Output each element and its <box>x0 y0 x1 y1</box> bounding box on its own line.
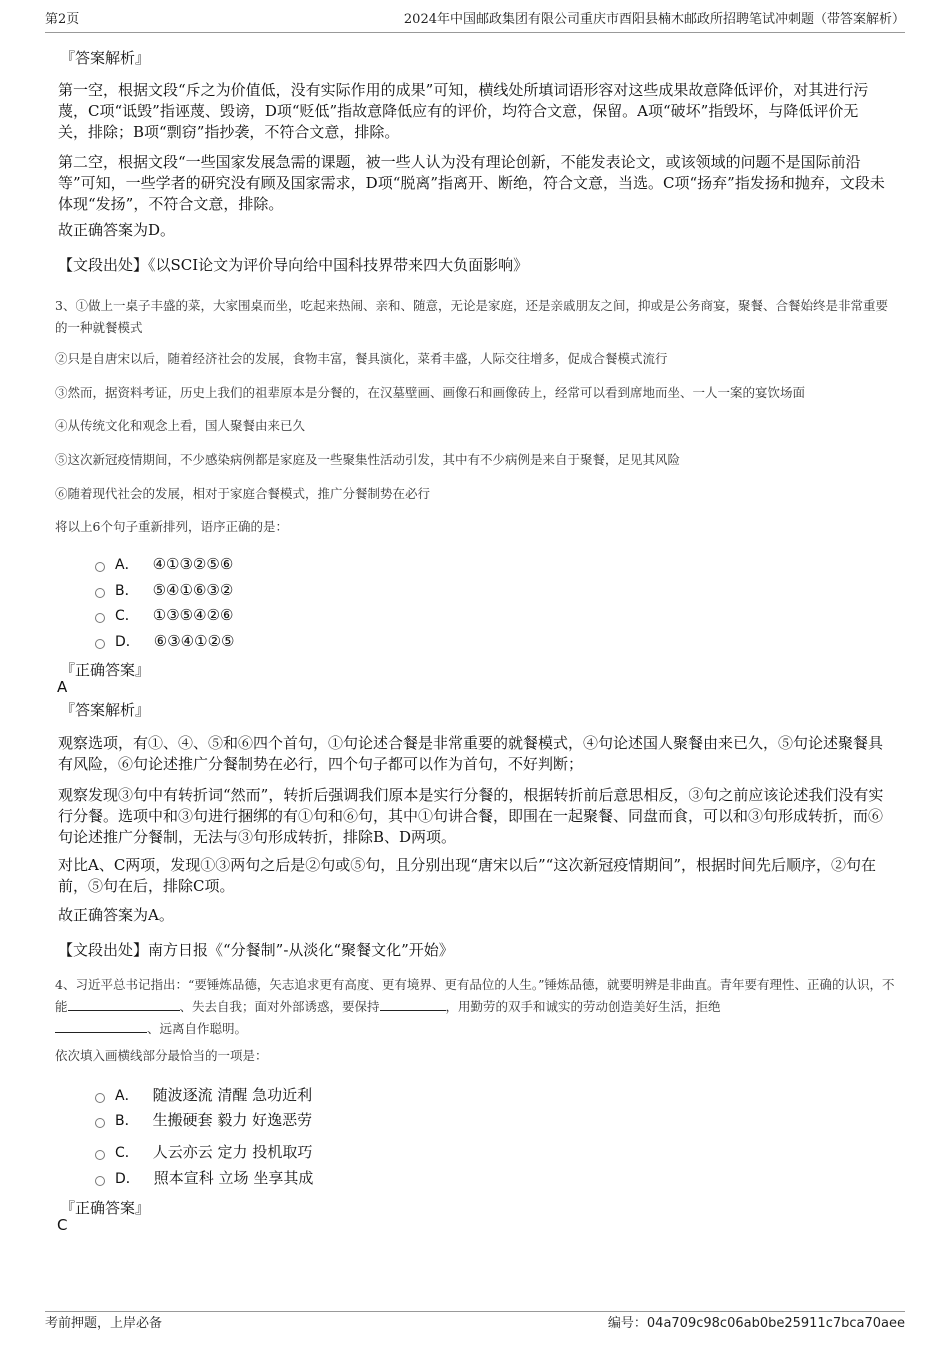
page-header <box>45 12 905 33</box>
conclusion: 故正确答案为A。 <box>58 906 174 924</box>
correct-answer: C <box>57 1216 68 1234</box>
page-footer <box>45 1311 905 1336</box>
analysis-paragraph: 第二空，根据文段“一些国家发展急需的课题，被一些人认为没有理论创新，不能发表论文，或该领域的问题不是国际前沿等”可知，一些学者的研究没有顾及国家需求，D项“脱离”指离开、断绝，符合文意，当选。C项“扬弃”指发扬和抛弃，文段未体现“发扬”，不符合文意，排除。 <box>58 153 885 213</box>
radio-icon[interactable] <box>95 1118 105 1128</box>
question-4-stem: 4、习近平总书记指出：“要锤炼品德，矢志追求更有高度、更有境界、更有品位的人生。”锤炼品德，就要明辨是非曲直。青年要有理性、正确的认识，不能 、失去自我；面对外部诱惑，要保持 ，用勤劳的双手和诚实的劳动创造美好生活，拒绝 、远离自作聪明。 <box>55 977 895 1036</box>
option-c[interactable]: C． 人云亦云 定力 投机取巧 <box>95 1142 312 1162</box>
question-3-sentence-4: ④从传统文化和观念上看，国人聚餐由来已久 <box>55 418 306 433</box>
option-d[interactable]: D． 照本宣科 立场 坐享其成 <box>95 1168 313 1188</box>
radio-icon[interactable] <box>95 562 105 572</box>
correct-answer: A <box>57 678 68 696</box>
radio-icon[interactable] <box>95 639 105 649</box>
footer-slogan: 考前押题，上岸必备 <box>45 1316 163 1331</box>
question-3-sentence-2: ②只是自唐宋以后，随着经济社会的发展，食物丰富，餐具演化，菜肴丰盛，人际交往增多，促成合餐模式流行 <box>55 351 668 366</box>
page-number: 第2页 <box>45 12 80 27</box>
option-d[interactable]: D． ⑥③④①②⑤ <box>95 631 234 651</box>
conclusion: 故正确答案为D。 <box>58 221 176 239</box>
analysis-paragraph: 对比A、C两项，发现①③两句之后是②句或⑤句，且分别出现“唐宋以后”“这次新冠疫情期间”，根据时间先后顺序，②句在前，⑤句在后，排除C项。 <box>58 856 876 895</box>
option-a[interactable]: A． 随波逐流 清醒 急功近利 <box>95 1085 312 1105</box>
question-3-sentence-3: ③然而，据资料考证，历史上我们的祖辈原本是分餐的，在汉墓壁画、画像石和画像砖上，经常可以看到席地而坐、一人一案的宴饮场面 <box>55 385 806 400</box>
option-b[interactable]: B． ⑤④①⑥③② <box>95 580 233 600</box>
fill-blank <box>55 1020 147 1033</box>
question-3-prompt: 将以上6个句子重新排列，语序正确的是： <box>55 519 288 534</box>
fill-blank <box>68 998 180 1011</box>
radio-icon[interactable] <box>95 1150 105 1160</box>
radio-icon[interactable] <box>95 1176 105 1186</box>
correct-answer-label: 『正确答案』 <box>60 1199 151 1217</box>
analysis-label: 『答案解析』 <box>60 49 151 67</box>
radio-icon[interactable] <box>95 1093 105 1103</box>
fill-blank <box>380 998 446 1011</box>
radio-icon[interactable] <box>95 613 105 623</box>
question-3-sentence-1: 3、①做上一桌子丰盛的菜，大家围桌而坐，吃起来热闹、亲和、随意，无论是家庭，还是亲戚朋友之间，抑或是公务商宴，聚餐、合餐始终是非常重要的一种就餐模式 <box>55 298 888 335</box>
document-code: 编号：04a709c98c06ab0be25911c7bca70aee <box>607 1316 905 1331</box>
question-3-sentence-6: ⑥随着现代社会的发展，相对于家庭合餐模式，推广分餐制势在必行 <box>55 486 431 501</box>
radio-icon[interactable] <box>95 588 105 598</box>
question-4-prompt: 依次填入画横线部分最恰当的一项是： <box>55 1048 268 1063</box>
correct-answer-label: 『正确答案』 <box>60 661 151 679</box>
source-citation: 【文段出处】南方日报《“分餐制”-从淡化“聚餐文化”开始》 <box>58 941 454 959</box>
analysis-paragraph: 第一空，根据文段“斥之为价值低，没有实际作用的成果”可知，横线处所填词语形容对这些成果故意降低评价，对其进行污蔑，C项“诋毁”指诬蔑、毁谤，D项“贬低”指故意降低应有的评价，均符合文意，保留。A项“破坏”指毁坏，与降低评价无关，排除；B项“剽窃”指抄袭，不符合文意，排除。 <box>58 81 869 141</box>
analysis-label: 『答案解析』 <box>60 701 151 719</box>
analysis-paragraph: 观察发现③句中有转折词“然而”，转折后强调我们原本是实行分餐的，根据转折前后意思相反，③句之前应该论述我们没有实行分餐。选项中和③句进行捆绑的有①句和⑥句，其中①句讲合餐，即围在一起聚餐、同盘而食，可以和③句形成转折，而⑥句论述推广分餐制，无法与③句形成转折，排除B、D两项。 <box>58 786 884 846</box>
question-3-sentence-5: ⑤这次新冠疫情期间，不少感染病例都是家庭及一些聚集性活动引发，其中有不少病例是来自于聚餐，足见其风险 <box>55 452 681 467</box>
analysis-paragraph: 观察选项，有①、④、⑤和⑥四个首句，①句论述合餐是非常重要的就餐模式，④句论述国人聚餐由来已久，⑤句论述聚餐具有风险，⑥句论述推广分餐制势在必行，四个句子都可以作为首句，不好判断； <box>58 734 884 773</box>
option-c[interactable]: C． ①③⑤④②⑥ <box>95 605 233 625</box>
document-title: 2024年中国邮政集团有限公司重庆市酉阳县楠木邮政所招聘笔试冲刺题（带答案解析） <box>403 12 905 27</box>
option-b[interactable]: B． 生搬硬套 毅力 好逸恶劳 <box>95 1110 312 1130</box>
option-a[interactable]: A． ④①③②⑤⑥ <box>95 554 233 574</box>
source-citation: 【文段出处】《以SCI论文为评价导向给中国科技界带来四大负面影响》 <box>58 256 529 274</box>
